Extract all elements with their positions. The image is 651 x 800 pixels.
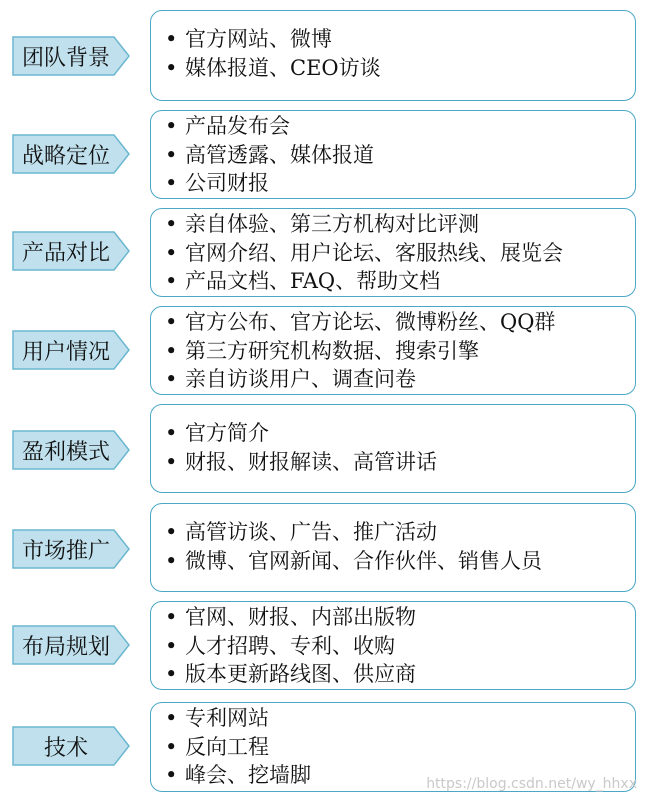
item-text: 亲自体验、第三方机构对比评测 <box>185 212 479 236</box>
label-arrow <box>12 430 130 470</box>
list-item <box>165 239 635 268</box>
item-text: 官网介绍、用户论坛、客服热线、展览会 <box>185 240 563 265</box>
bullet: • <box>165 114 178 138</box>
bullet: • <box>165 171 178 195</box>
list-item <box>165 337 635 366</box>
item-text: 专利网站 <box>185 706 269 730</box>
label-arrow <box>12 231 130 271</box>
bullet: • <box>165 27 178 51</box>
source-box <box>150 110 636 199</box>
item-text: 官方网站、微博 <box>185 27 332 51</box>
list-item <box>165 419 635 448</box>
list-item <box>165 54 635 83</box>
label-text: 盈利模式 <box>21 439 110 465</box>
item-text: 产品文档、FAQ、帮助文档 <box>185 269 441 293</box>
list-item <box>165 308 635 337</box>
list-item <box>165 704 635 733</box>
label-text: 团队背景 <box>21 45 110 71</box>
item-text: 微博、官网新闻、合作伙伴、销售人员 <box>185 548 542 573</box>
list-item <box>165 660 635 689</box>
label-text: 用户情况 <box>21 339 110 365</box>
label-text: 产品对比 <box>21 240 110 266</box>
bullet: • <box>165 421 178 445</box>
source-box <box>150 208 636 297</box>
item-text: 反向工程 <box>185 734 269 759</box>
list-item <box>165 210 635 239</box>
item-text: 第三方研究机构数据、搜索引擎 <box>185 338 479 363</box>
list-item <box>165 169 635 198</box>
bullet: • <box>165 605 178 629</box>
item-text: 版本更新路线图、供应商 <box>185 662 416 686</box>
bullet: • <box>165 310 178 334</box>
list-item <box>165 112 635 141</box>
bullet: • <box>165 269 178 293</box>
list-item <box>165 267 635 296</box>
item-text: 媒体报道、CEO访谈 <box>185 55 381 80</box>
item-text: 财报、财报解读、高管讲话 <box>185 449 437 474</box>
item-text: 官方公布、官方论坛、微博粉丝、QQ群 <box>185 310 556 334</box>
source-box <box>150 503 636 592</box>
list-item <box>165 448 635 477</box>
label-arrow <box>12 134 130 174</box>
bullet: • <box>165 633 178 658</box>
label-arrow <box>12 625 130 665</box>
list-item <box>165 547 635 576</box>
bullet: • <box>165 212 178 236</box>
source-box <box>150 601 636 690</box>
list-item <box>165 518 635 547</box>
bullet: • <box>165 763 178 787</box>
bullet: • <box>165 55 178 80</box>
label-text: 布局规划 <box>21 634 110 660</box>
label-text: 市场推广 <box>21 538 110 564</box>
item-text: 官方简介 <box>185 421 269 445</box>
bullet: • <box>165 367 178 391</box>
item-text: 产品发布会 <box>185 114 290 138</box>
item-text: 高管透露、媒体报道 <box>185 142 374 167</box>
item-text: 公司财报 <box>185 171 269 195</box>
label-arrow <box>12 36 130 76</box>
item-text: 人才招聘、专利、收购 <box>185 633 395 658</box>
bullet: • <box>165 706 178 730</box>
list-item <box>165 365 635 394</box>
bullet: • <box>165 520 178 544</box>
bullet: • <box>165 734 178 759</box>
bullet: • <box>165 240 178 265</box>
label-arrow <box>12 726 130 766</box>
list-item <box>165 733 635 762</box>
label-text: 战略定位 <box>21 143 110 169</box>
item-text: 亲自访谈用户、调查问卷 <box>185 367 416 391</box>
item-text: 官网、财报、内部出版物 <box>185 605 416 629</box>
list-item <box>165 632 635 661</box>
bullet: • <box>165 662 178 686</box>
item-text: 峰会、挖墙脚 <box>185 763 311 787</box>
label-arrow <box>12 330 130 370</box>
list-item <box>165 603 635 632</box>
label-text: 技术 <box>43 735 88 761</box>
list-item <box>165 141 635 170</box>
source-box <box>150 306 636 395</box>
item-text: 高管访谈、广告、推广活动 <box>185 520 437 544</box>
label-arrow <box>12 529 130 569</box>
watermark: https://blog.csdn.net/wy_hhxx <box>426 776 637 792</box>
bullet: • <box>165 548 178 573</box>
bullet: • <box>165 449 178 474</box>
bullet: • <box>165 338 178 363</box>
source-box <box>150 404 636 493</box>
list-item <box>165 25 635 54</box>
bullet: • <box>165 142 178 167</box>
source-box <box>150 10 636 101</box>
